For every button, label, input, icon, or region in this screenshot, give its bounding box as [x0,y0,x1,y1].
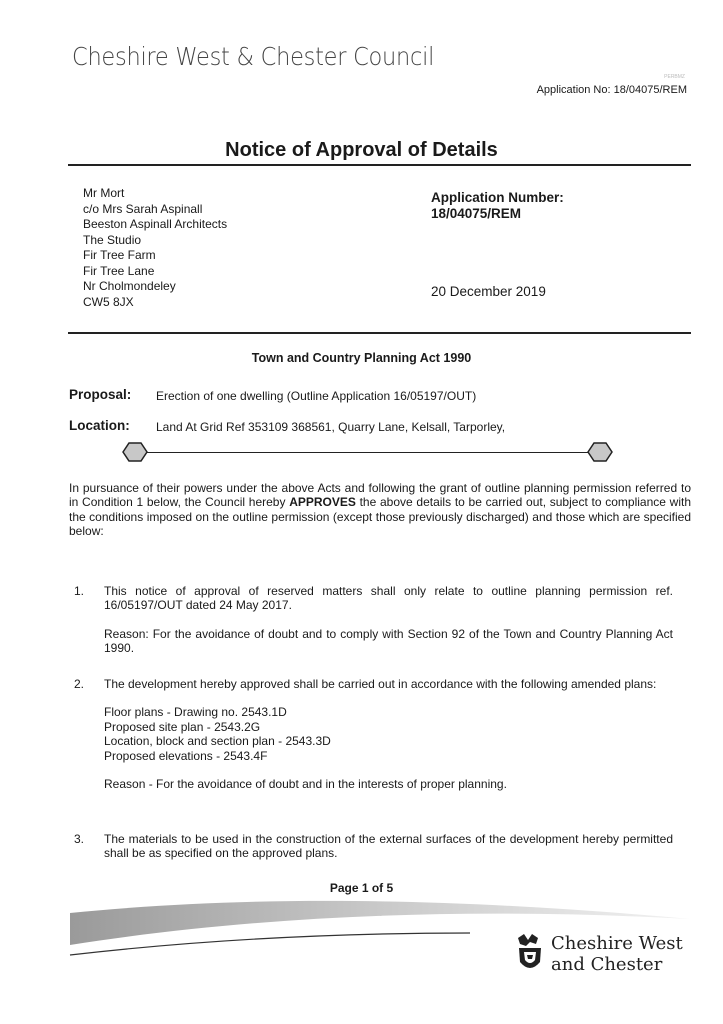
plan-item: Floor plans - Drawing no. 2543.1D [104,705,287,720]
application-number-label: Application Number: [431,190,564,205]
act-title: Town and Country Planning Act 1990 [251,351,472,365]
address-line: The Studio [83,232,142,247]
title-rule [68,164,691,166]
application-number-header: Application No: 18/04075/REM [536,84,687,96]
address-line: Mr Mort [83,186,125,200]
condition-text: The development hereby approved shall be carried out in accordance with the following amended plans: [104,677,657,691]
address-rule [68,332,691,334]
proposal-text: Erection of one dwelling (Outline Application 16/05197/OUT) [156,389,477,403]
hexagon-right-icon [585,440,615,464]
footer-logo-line: and Chester [551,954,663,975]
condition-number: 3. [74,832,85,846]
recipient-address [83,186,227,310]
address-line: Fir Tree Lane [83,263,155,278]
location-text: Land At Grid Ref 353109 368561, Quarry Lane, Kelsall, Tarporley, [156,420,506,434]
condition-number: 2. [74,677,85,691]
application-number-block [431,190,564,222]
council-name: Cheshire West & Chester Council [72,42,435,71]
address-line: Nr Cholmondeley [83,279,176,293]
page-number: Page 1 of 5 [329,881,394,895]
condition-reason: Reason: For the avoidance of doubt and to comply with Section 92 of the Town and Country Planning Act 1990. [104,626,673,656]
proposal-label: Proposal: [69,387,132,402]
council-crest-icon [514,932,546,976]
reference-code: PERBMZ [664,74,685,80]
condition-text: The materials to be used in the construction of the external surfaces of the development hereby permitted shall be as specified on the approved plans. [104,832,673,861]
approves-keyword: APPROVES [289,495,356,510]
approved-plans-list [104,705,673,763]
address-line: c/o Mrs Sarah Aspinall [83,201,203,216]
condition-number: 1. [74,584,85,598]
footer-logo-line: Cheshire West [551,933,683,954]
statement-text: In pursuance of their powers under the above Acts and following the grant of outline planning permission referred to in Condition 1 below, the Council hereby [69,481,691,510]
address-line: Fir Tree Farm [83,248,156,262]
hexagon-left-icon [120,440,150,464]
plan-item: Proposed site plan - 2543.2G [104,719,261,734]
address-line: Beeston Aspinall Architects [83,217,228,231]
footer-logo-text [551,933,683,975]
statement-text: the above details to be carried out, subject to compliance with the conditions imposed on the outline permission (except those previously discharged) and those which are specified below: [69,495,691,539]
plan-item: Proposed elevations - 2543.4F [104,748,268,763]
notice-date: 20 December 2019 [431,284,546,299]
location-label: Location: [69,418,130,433]
application-number-value: 18/04075/REM [431,206,522,221]
address-line: CW5 8JX [83,294,134,309]
section-divider [147,452,591,453]
approval-statement [69,481,691,539]
plan-item: Location, block and section plan - 2543.3D [104,734,331,749]
notice-title: Notice of Approval of Details [225,139,498,161]
condition-reason: Reason - For the avoidance of doubt and in the interests of proper planning. [104,777,507,792]
condition-text: This notice of approval of reserved matters shall only relate to outline planning permission ref. 16/05197/OUT dated 24 May 2017. [104,584,673,613]
